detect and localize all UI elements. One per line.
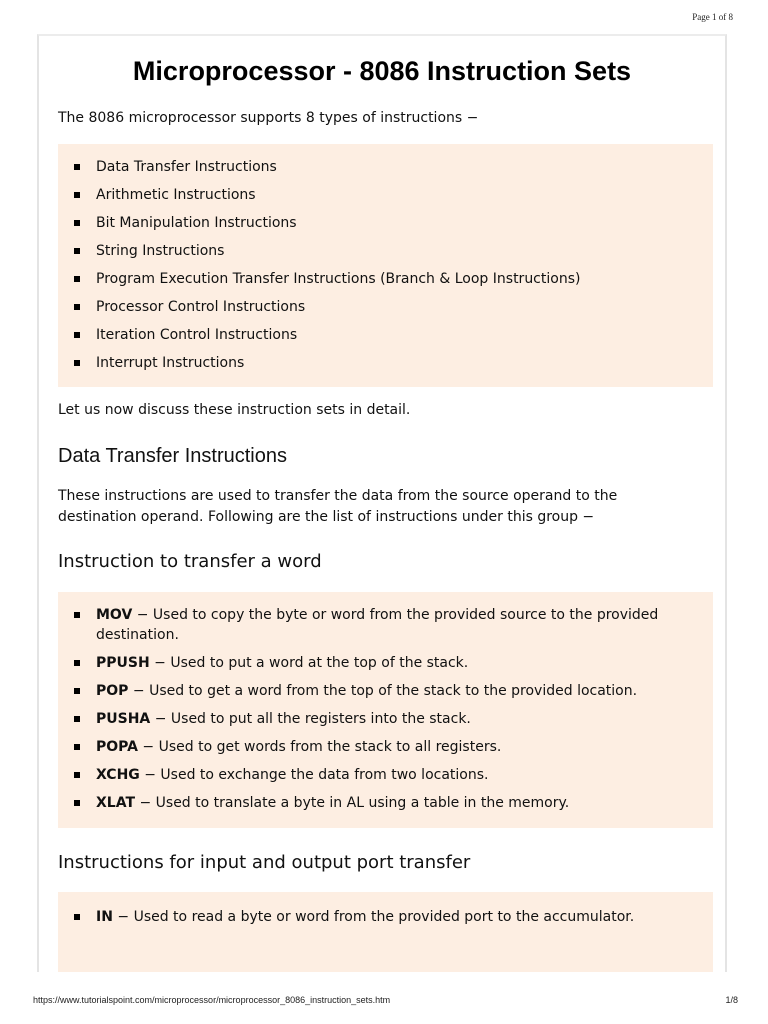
list-item: PPUSH − Used to put a word at the top of the stack. — [58, 653, 713, 673]
word-transfer-list — [58, 592, 713, 813]
bullet-icon — [74, 800, 80, 806]
port-transfer-box — [58, 892, 713, 972]
bullet-icon — [74, 772, 80, 778]
subheading-port-transfer: Instructions for input and output port transfer — [58, 852, 471, 873]
bullet-icon — [74, 688, 80, 694]
bullet-icon — [74, 164, 80, 170]
list-item: POPA − Used to get words from the stack to all registers. — [58, 737, 713, 757]
types-box — [58, 144, 713, 387]
port-transfer-list — [58, 892, 713, 927]
list-item: MOV − Used to copy the byte or word from the provided source to the provided destination. — [58, 605, 713, 645]
bullet-icon — [74, 744, 80, 750]
list-item: Bit Manipulation Instructions — [58, 213, 713, 233]
list-item: POP − Used to get a word from the top of the stack to the provided location. — [58, 681, 713, 701]
list-item: Program Execution Transfer Instructions (Branch & Loop Instructions) — [58, 269, 713, 289]
bullet-icon — [74, 220, 80, 226]
bullet-icon — [74, 304, 80, 310]
document-page — [37, 34, 727, 972]
bullet-icon — [74, 248, 80, 254]
bullet-icon — [74, 716, 80, 722]
types-list — [58, 144, 713, 373]
discuss-text: Let us now discuss these instruction sets in detail. — [58, 402, 411, 418]
word-transfer-box — [58, 592, 713, 828]
bullet-icon — [74, 914, 80, 920]
list-item: String Instructions — [58, 241, 713, 261]
page-title: Microprocessor - 8086 Instruction Sets — [132, 56, 632, 86]
bullet-icon — [74, 660, 80, 666]
list-item: PUSHA − Used to put all the registers into the stack. — [58, 709, 713, 729]
bullet-icon — [74, 332, 80, 338]
list-item: Arithmetic Instructions — [58, 185, 713, 205]
list-item: Interrupt Instructions — [58, 353, 713, 373]
list-item: IN − Used to read a byte or word from the provided port to the accumulator. — [58, 907, 713, 927]
subheading-word-transfer: Instruction to transfer a word — [58, 551, 322, 572]
page-counter-header: Page 1 of 8 — [692, 12, 733, 22]
section-heading-data-transfer: Data Transfer Instructions — [58, 445, 287, 467]
bullet-icon — [74, 276, 80, 282]
list-item: XCHG − Used to exchange the data from two locations. — [58, 765, 713, 785]
list-item: XLAT − Used to translate a byte in AL using a table in the memory. — [58, 793, 713, 813]
list-item: Data Transfer Instructions — [58, 157, 713, 177]
list-item: Iteration Control Instructions — [58, 325, 713, 345]
data-transfer-description: These instructions are used to transfer the data from the source operand to the destination operand. Following are the list of instructions under this group − — [58, 488, 618, 525]
bullet-icon — [74, 612, 80, 618]
intro-text: The 8086 microprocessor supports 8 types of instructions − — [58, 110, 479, 126]
list-item: Processor Control Instructions — [58, 297, 713, 317]
footer-url: https://www.tutorialspoint.com/microprocessor/microprocessor_8086_instruction_sets.htm — [33, 995, 391, 1005]
bullet-icon — [74, 360, 80, 366]
footer-page-number: 1/8 — [725, 995, 738, 1005]
bullet-icon — [74, 192, 80, 198]
